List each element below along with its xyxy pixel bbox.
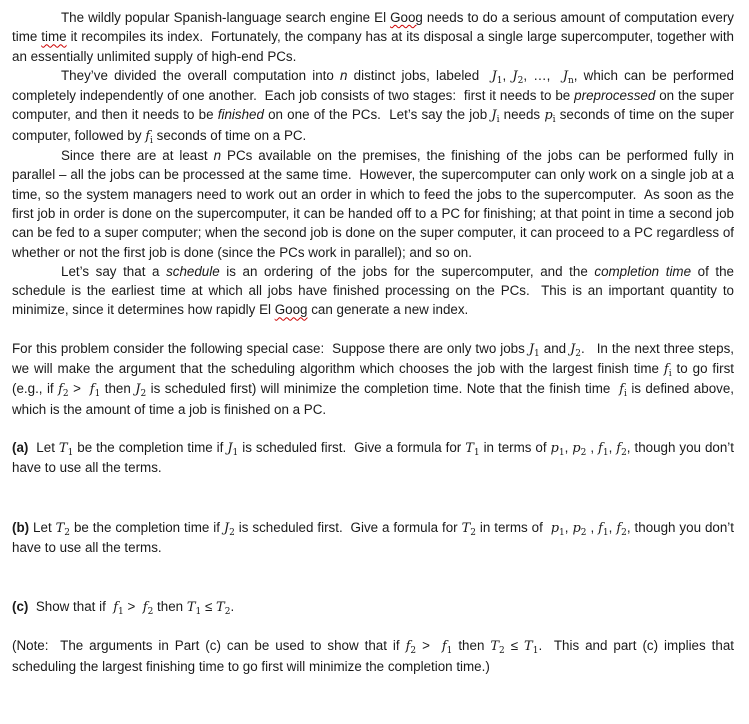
intro-paragraph-4: Let’s say that a schedule is an ordering of the jobs for the supercomputer, and the completion time of the schedule is the earliest time at which all jobs have finished processing on the PCs. This is an important quantity to minimize, since it determines how rapidly El Goog can generate a new index. <box>12 263 735 318</box>
part-a-label: (a) <box>12 439 29 455</box>
part-b: (b) Let $T_2$ be the completion time if $J_2$ is scheduled first. Give a formula for $T_2$ in terms of $p_1$, $p_2$ , $f_1$, $f_2$, though you don’t have to use all the terms. <box>12 519 734 555</box>
document-page <box>12 8 734 676</box>
special-case-paragraph: For this problem consider the following special case: Suppose there are only two jobs $J_1$ and $J_2$. In the next three steps, we will make the argument that the scheduling algorithm which chooses the job with the largest finish time $f_i$ to go first (e.g., if $f_2 > f_1$ then $J_2$ is scheduled first) will minimize the completion time. Note that the finish time $f_i$ is defined above, which is the amount of time a job is finished on a PC. <box>12 340 734 417</box>
intro-paragraph-2: They’ve divided the overall computation into n distinct jobs, labeled $J_1$, $J_2$, …, $J_n$, which can be performed completely independently of one another. Each job consists of two stages: first it needs to be preprocessed on the super computer, and then it needs to be finished on one of the PCs. Let’s say the job $J_i$ needs $p_i$ seconds of time on the super computer, followed by $f_i$ seconds of time on a PC. <box>12 67 734 146</box>
intro-paragraph-3: Since there are at least n PCs available on the premises, the finishing of the jobs can be performed fully in parallel – all the jobs can be processed at the same time. However, the supercomputer can only work on a single job at a time, so the system managers need to work out an order in which to feed the jobs to the supercomputer. As soon as the first job in order is done on the supercomputer, it can be handed off to a PC for finishing; at that point in time a second job can be fed to a super computer; when the second job is done on the super computer, it can proceed to a PC regardless of whether or not the first job is done (since the PCs work in parallel); and so on. <box>12 148 734 260</box>
intro-paragraph-1: The wildly popular Spanish-language search engine El Goog needs to do a serious amount of computation every time time it recompiles its index. Fortunately, the company has at its disposal a single large supercomputer, together with an essentially unlimited supply of high-end PCs. <box>12 10 734 64</box>
part-c-label: (c) <box>12 599 29 615</box>
note-paragraph: (Note: The arguments in Part (c) can be used to show that if $f_2 > f_1$ then $T_2 \le T_1$. This and part (c) implies that scheduling the largest finishing time to go first will minimize the completion time.) <box>12 638 734 674</box>
part-a: (a) Let $T_1$ be the completion time if $J_1$ is scheduled first. Give a formula for $T_1$ in terms of $p_1$, $p_2$ , $f_1$, $f_2$, though you don’t have to use all the terms. <box>12 439 734 476</box>
part-c: (c) Show that if $f_1 > f_2$ then $T_1 \le T_2$. <box>12 599 235 618</box>
part-b-label: (b) <box>12 519 30 535</box>
